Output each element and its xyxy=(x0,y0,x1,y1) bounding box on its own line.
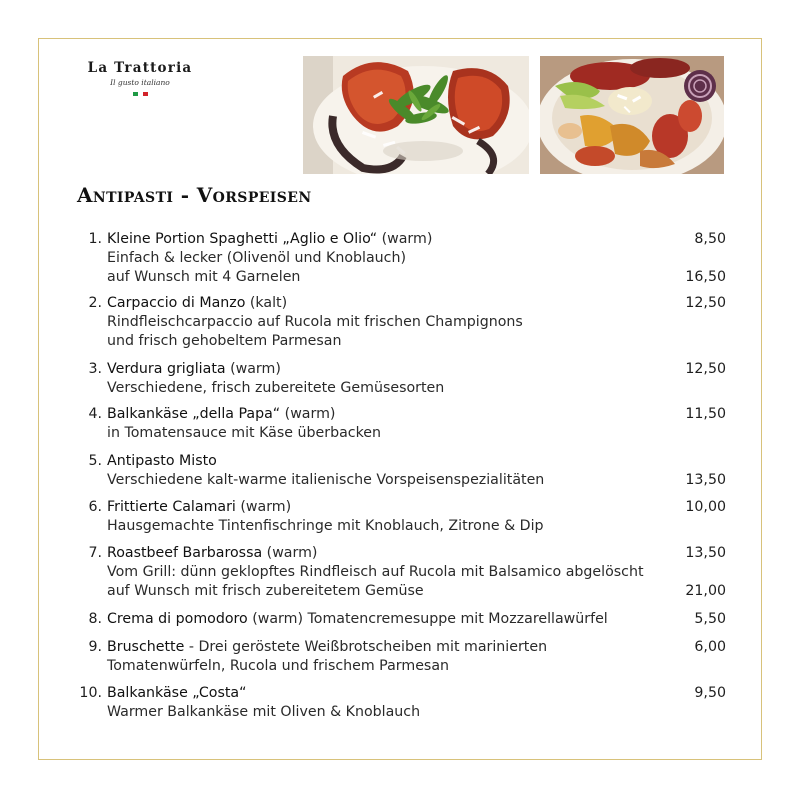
menu-item-title xyxy=(107,294,287,313)
dish-name: Frittierte Calamari xyxy=(107,499,236,515)
dish-note: - Drei geröstete Weißbrotscheiben mit marinierten xyxy=(184,639,548,655)
logo-tagline: Il gusto italiano xyxy=(110,78,170,87)
menu-item xyxy=(76,684,726,722)
dish-name: Crema di pomodoro xyxy=(107,611,248,627)
menu-item-description xyxy=(107,657,449,676)
dish-note: (warm) xyxy=(262,545,318,561)
restaurant-logo xyxy=(78,60,202,96)
eggplant-dish-illustration xyxy=(303,56,529,174)
dish-description: auf Wunsch mit 4 Garnelen xyxy=(107,269,301,285)
menu-item-description xyxy=(107,517,544,536)
menu-item xyxy=(76,452,726,490)
dish-name: Kleine Portion Spaghetti „Aglio e Olio“ xyxy=(107,231,378,247)
menu-item-price: 13,50 xyxy=(685,545,726,561)
menu-item-price: 10,00 xyxy=(685,499,726,515)
menu-item-line xyxy=(76,703,726,722)
menu-item-line xyxy=(76,563,726,582)
dish-name: Balkankäse „della Papa“ xyxy=(107,406,281,422)
menu-item-price: 5,50 xyxy=(694,611,726,627)
menu-item-line xyxy=(76,294,726,313)
menu-item-line xyxy=(76,313,726,332)
menu-item-price: 16,50 xyxy=(685,269,726,285)
menu-item-line xyxy=(76,452,726,471)
menu-item-description xyxy=(107,249,406,268)
menu-item-number: 5. xyxy=(88,453,102,469)
menu-item-line xyxy=(76,379,726,398)
menu-item-line xyxy=(76,230,726,249)
menu-item-price: 12,50 xyxy=(685,295,726,311)
dish-description: Rindfleischcarpaccio auf Rucola mit frischen Champignons xyxy=(107,314,523,330)
menu-item-price: 21,00 xyxy=(685,583,726,599)
menu-item-title xyxy=(107,638,547,657)
menu-item-line xyxy=(76,360,726,379)
dish-name: Bruschette xyxy=(107,639,185,655)
antipasti-plate-illustration xyxy=(540,56,724,174)
menu-item-number: 1. xyxy=(88,231,102,247)
menu-item-price: 6,00 xyxy=(694,639,726,655)
menu-item xyxy=(76,230,726,287)
menu-item-line xyxy=(76,249,726,268)
menu-item-line xyxy=(76,657,726,676)
menu-item-number: 7. xyxy=(88,545,102,561)
menu-item-description xyxy=(107,563,644,582)
menu-item-line xyxy=(76,582,726,601)
dish-description: Vom Grill: dünn geklopftes Rindfleisch auf Rucola mit Balsamico abgelöscht xyxy=(107,564,644,580)
menu-item-description xyxy=(107,703,420,722)
dish-note: (warm) xyxy=(280,406,336,422)
menu-item xyxy=(76,610,726,629)
food-photo-eggplant xyxy=(303,56,529,174)
menu-item-price: 11,50 xyxy=(685,406,726,422)
menu-item-line xyxy=(76,684,726,703)
menu-item-price: 12,50 xyxy=(685,361,726,377)
dish-note: (warm) xyxy=(235,499,292,515)
dish-name: Verdura grigliata xyxy=(107,361,226,377)
menu-item-description xyxy=(107,471,544,490)
food-photo-antipasti-plate xyxy=(540,56,724,174)
menu-item-description xyxy=(107,379,444,398)
menu-item-line xyxy=(76,610,726,629)
dish-description: Warmer Balkankäse mit Oliven & Knoblauch xyxy=(107,704,421,720)
flag-stripe-red xyxy=(143,92,148,96)
menu-item-number: 6. xyxy=(88,499,102,515)
menu-item-number: 3. xyxy=(88,361,102,377)
menu-item-line xyxy=(76,498,726,517)
dish-description: Tomatenwürfeln, Rucola und frischem Parmesan xyxy=(107,658,450,674)
menu-item-title xyxy=(107,544,317,563)
dish-description: auf Wunsch mit frisch zubereitetem Gemüse xyxy=(107,583,424,599)
menu-item-line xyxy=(76,268,726,287)
menu-item-description xyxy=(107,582,424,601)
menu-item-title xyxy=(107,360,281,379)
dish-description: Einfach & lecker (Olivenöl und Knoblauch) xyxy=(107,250,406,266)
menu-item-title xyxy=(107,230,432,249)
menu-item xyxy=(76,544,726,601)
dish-description: Verschiedene, frisch zubereitete Gemüsesorten xyxy=(107,380,445,396)
dish-note: (warm) Tomatencremesuppe mit Mozzarellawürfel xyxy=(247,611,608,627)
menu-item-price: 8,50 xyxy=(694,231,726,247)
dish-description: Hausgemachte Tintenfischringe mit Knoblauch, Zitrone & Dip xyxy=(107,518,544,534)
dish-name: Roastbeef Barbarossa xyxy=(107,545,263,561)
dish-name: Carpaccio di Manzo xyxy=(107,295,246,311)
menu-item-price: 13,50 xyxy=(685,472,726,488)
menu-item xyxy=(76,360,726,398)
italian-flag-icon xyxy=(78,92,202,96)
menu-item xyxy=(76,294,726,351)
menu-item-line xyxy=(76,638,726,657)
dish-description: und frisch gehobeltem Parmesan xyxy=(107,333,342,349)
menu-item-line xyxy=(76,471,726,490)
menu-item-number: 4. xyxy=(88,406,102,422)
dish-name: Balkankäse „Costa“ xyxy=(107,685,247,701)
menu-item-line xyxy=(76,332,726,351)
menu-item-number: 8. xyxy=(88,611,102,627)
menu-item-line xyxy=(76,517,726,536)
menu-item-line xyxy=(76,405,726,424)
menu-item xyxy=(76,405,726,443)
dish-note: (warm) xyxy=(225,361,281,377)
dish-note: (kalt) xyxy=(245,295,288,311)
logo-name: La Trattoria xyxy=(87,60,193,76)
dish-note: (warm) xyxy=(377,231,433,247)
section-title: Antipasti - Vorspeisen xyxy=(77,183,312,207)
menu-item-number: 10. xyxy=(79,685,102,701)
menu-item-line xyxy=(76,424,726,443)
menu-item-number: 9. xyxy=(88,639,102,655)
menu-item-description xyxy=(107,313,523,332)
menu-item-description xyxy=(107,424,381,443)
menu-item-title xyxy=(107,452,217,471)
dish-name: Antipasto Misto xyxy=(107,453,217,469)
menu-item-title xyxy=(107,684,246,703)
menu-item-title xyxy=(107,498,291,517)
dish-description: in Tomatensauce mit Käse überbacken xyxy=(107,425,381,441)
menu-item-title xyxy=(107,405,335,424)
menu-item-description xyxy=(107,268,300,287)
menu-item-description xyxy=(107,332,342,351)
menu-item-price: 9,50 xyxy=(694,685,726,701)
dish-description: Verschiedene kalt-warme italienische Vorspeisenspezialitäten xyxy=(107,472,545,488)
menu-item-line xyxy=(76,544,726,563)
menu-item-number: 2. xyxy=(88,295,102,311)
menu-item xyxy=(76,498,726,536)
menu-item xyxy=(76,638,726,676)
menu-item-title xyxy=(107,610,608,629)
